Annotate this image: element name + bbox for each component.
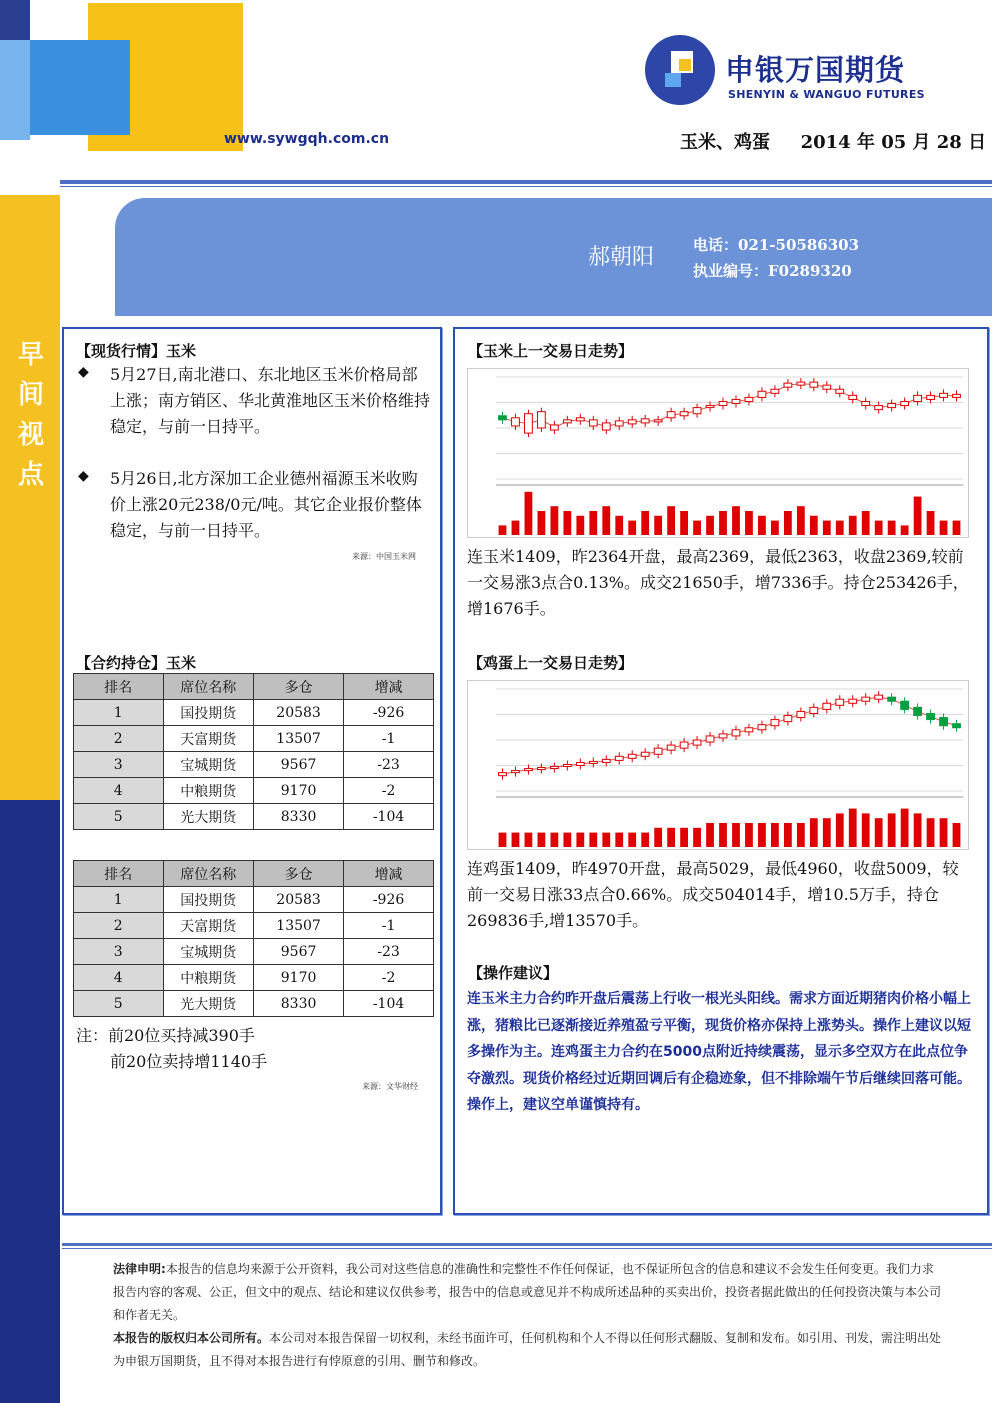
spot-text-2: 5月26日,北方深加工企业德州福源玉米收购价上涨20元238/0元/吨。其它企业报价整体稳定，与前一日持平。 <box>110 469 422 540</box>
change-cell: -2 <box>344 965 434 991</box>
volume-bar <box>550 833 558 847</box>
volume-bar <box>719 823 727 847</box>
volume-bar <box>680 828 688 847</box>
candle-body <box>563 764 571 766</box>
candle-body <box>797 382 805 385</box>
egg-candlestick-chart <box>467 680 969 850</box>
rank-cell: 3 <box>74 939 164 965</box>
volume-bar <box>563 511 571 535</box>
col-rank: 排名 <box>74 674 164 700</box>
candle-body <box>706 736 714 742</box>
position-cell: 9170 <box>254 965 344 991</box>
seat-cell: 宝城期货 <box>163 752 254 778</box>
volume-bar <box>628 833 636 847</box>
candle-body <box>719 734 727 738</box>
spot-title: 【现货行情】玉米 <box>76 342 197 360</box>
candle-body <box>758 725 766 730</box>
seat-cell: 天富期货 <box>163 726 254 752</box>
volume-bar <box>836 521 844 535</box>
change-cell: -1 <box>344 726 434 752</box>
footer-rule <box>62 1243 992 1246</box>
candle-body <box>745 397 753 401</box>
volume-bar <box>914 497 922 535</box>
position-cell: 9567 <box>254 752 344 778</box>
volume-bar <box>758 823 766 847</box>
candle-body <box>628 754 636 758</box>
candle-body <box>901 701 909 709</box>
candle-body <box>953 394 961 397</box>
seat-cell: 光大期货 <box>163 804 254 830</box>
col-change: 增减 <box>344 861 434 887</box>
report-title-date <box>680 128 986 154</box>
volume-bar <box>797 823 805 847</box>
table-row <box>74 804 434 830</box>
candle-body <box>550 767 558 769</box>
table-row <box>74 700 434 726</box>
volume-bar <box>628 521 636 535</box>
candle-body <box>784 383 792 387</box>
position-note-2: 前20位卖持增1140手 <box>110 1052 268 1071</box>
author-contact <box>693 232 859 284</box>
volume-bar <box>888 813 896 847</box>
candle-body <box>927 713 935 719</box>
volume-bar <box>538 511 546 535</box>
rank-cell: 4 <box>74 778 164 804</box>
volume-bar <box>732 506 740 535</box>
website-link[interactable]: www.sywgqh.com.cn <box>224 131 390 147</box>
rank-cell: 2 <box>74 913 164 939</box>
candle-body <box>823 703 831 709</box>
company-name-en: SHENYIN & WANGUO FUTURES <box>728 88 925 101</box>
volume-bar <box>862 813 870 847</box>
volume-bar <box>823 818 831 847</box>
volume-bar <box>927 818 935 847</box>
rank-cell: 5 <box>74 804 164 830</box>
volume-bar <box>849 516 857 535</box>
header-decoration-dark <box>0 0 30 40</box>
position-cell: 9567 <box>254 939 344 965</box>
position-cell: 13507 <box>254 726 344 752</box>
legal-text-1: 本报告的信息均来源于公开资料，我公司对这些信息的准确性和完整性不作任何保证，也不保证所包含的信息和建议不会发生任何变更。我们力求报告内容的客观、公正，但文中的观点、结论和建议仅供参考，报告中的信息或意见并不构成所述品种的买卖出价，投资者据此做出的任何投资决策与本公司和作者无关。 <box>113 1262 942 1322</box>
company-logo-icon <box>645 35 715 105</box>
egg-chart-svg <box>468 681 968 849</box>
author-license: 执业编号：F0289320 <box>693 262 852 280</box>
sidebar-label: 早间视点 <box>17 340 44 490</box>
volume-bar <box>641 511 649 535</box>
author-band <box>115 198 992 316</box>
sidebar-lower <box>0 800 60 1403</box>
candle-body <box>525 414 533 433</box>
volume-bar <box>745 823 753 847</box>
long-position-table <box>73 673 434 830</box>
position-cell: 20583 <box>254 887 344 913</box>
candle-body <box>914 707 922 715</box>
volume-bar <box>615 516 623 535</box>
volume-bar <box>654 516 662 535</box>
candle-body <box>953 724 961 728</box>
seat-cell: 中粮期货 <box>163 778 254 804</box>
candle-body <box>875 406 883 410</box>
candle-body <box>563 420 571 423</box>
candle-body <box>589 420 597 426</box>
volume-bar <box>602 506 610 535</box>
legal-label-1: 法律申明: <box>113 1262 166 1276</box>
table-header-row <box>74 861 434 887</box>
footer-rule-thin <box>62 1248 992 1249</box>
ma-line <box>502 697 956 774</box>
volume-bar <box>940 818 948 847</box>
volume-bar <box>693 521 701 535</box>
volume-bar <box>953 823 961 847</box>
candle-body <box>512 771 520 773</box>
col-seat: 席位名称 <box>163 861 254 887</box>
volume-bar <box>927 511 935 535</box>
rank-cell: 5 <box>74 991 164 1017</box>
candle-body <box>914 395 922 401</box>
candle-body <box>836 699 844 705</box>
table-row <box>74 965 434 991</box>
candle-body <box>641 752 649 756</box>
volume-bar <box>823 521 831 535</box>
candle-body <box>641 419 649 423</box>
seat-cell: 天富期货 <box>163 913 254 939</box>
volume-bar <box>732 823 740 847</box>
position-cell: 9170 <box>254 778 344 804</box>
volume-bar <box>706 823 714 847</box>
candle-body <box>745 728 753 732</box>
change-cell: -2 <box>344 778 434 804</box>
seat-cell: 国投期货 <box>163 700 254 726</box>
candle-body <box>771 720 779 726</box>
candle-body <box>875 695 883 699</box>
candle-body <box>680 412 688 416</box>
volume-bar <box>525 833 533 847</box>
report-date: 2014 年 05 月 28 日 <box>800 132 987 153</box>
volume-bar <box>576 516 584 535</box>
diamond-bullet-icon: ◆ <box>78 468 89 484</box>
volume-bar <box>719 511 727 535</box>
rank-cell: 2 <box>74 726 164 752</box>
candle-body <box>901 401 909 405</box>
positions-title: 【合约持仓】玉米 <box>76 654 197 672</box>
spot-source: 来源：中国玉米网 <box>352 552 416 561</box>
table-row <box>74 913 434 939</box>
candle-body <box>810 707 818 713</box>
volume-bar <box>499 525 507 535</box>
volume-bar <box>758 516 766 535</box>
table-row <box>74 887 434 913</box>
table-row <box>74 991 434 1017</box>
volume-bar <box>576 833 584 847</box>
candle-body <box>719 401 727 405</box>
col-seat: 席位名称 <box>163 674 254 700</box>
candle-body <box>706 406 714 408</box>
candle-body <box>888 404 896 408</box>
position-cell: 13507 <box>254 913 344 939</box>
corn-chart-title: 【玉米上一交易日走势】 <box>468 342 634 360</box>
candle-body <box>849 395 857 399</box>
position-note-1: 注：前20位买持减390手 <box>76 1026 255 1045</box>
volume-bar <box>512 833 520 847</box>
candle-body <box>680 742 688 748</box>
volume-bar <box>693 828 701 847</box>
candle-body <box>550 425 558 430</box>
volume-bar <box>771 823 779 847</box>
volume-bar <box>784 823 792 847</box>
positions-source: 来源：文华财经 <box>362 1082 418 1091</box>
volume-bar <box>654 828 662 847</box>
candle-body <box>512 418 520 426</box>
candle-body <box>732 730 740 736</box>
candle-body <box>628 420 636 424</box>
rank-cell: 1 <box>74 700 164 726</box>
rank-cell: 3 <box>74 752 164 778</box>
legal-disclaimer <box>113 1258 943 1373</box>
position-cell: 8330 <box>254 991 344 1017</box>
volume-bar <box>888 521 896 535</box>
candle-body <box>615 421 623 426</box>
corn-description: 连玉米1409，昨2364开盘，最高2369，最低2363，收盘2369,较前一交易涨3点合0.13%。成交21650手，增7336手。持仓253426手，增1676手。 <box>467 547 969 618</box>
seat-cell: 宝城期货 <box>163 939 254 965</box>
volume-bar <box>914 813 922 847</box>
candle-body <box>693 740 701 745</box>
candle-body <box>499 416 507 420</box>
company-name: 申银万国期货 <box>725 53 906 87</box>
change-cell: -23 <box>344 939 434 965</box>
rank-cell: 4 <box>74 965 164 991</box>
table-row <box>74 752 434 778</box>
col-long: 多仓 <box>254 861 344 887</box>
volume-bar <box>771 521 779 535</box>
volume-bar <box>784 511 792 535</box>
rank-cell: 1 <box>74 887 164 913</box>
change-cell: -926 <box>344 887 434 913</box>
header-rule <box>60 180 992 184</box>
candle-body <box>602 423 610 430</box>
volume-bar <box>797 506 805 535</box>
sidebar-upper <box>0 195 60 800</box>
col-long: 多仓 <box>254 674 344 700</box>
change-cell: -104 <box>344 804 434 830</box>
volume-bar <box>641 833 649 847</box>
position-cell: 8330 <box>254 804 344 830</box>
table-row <box>74 939 434 965</box>
volume-bar <box>849 809 857 847</box>
table-header-row <box>74 674 434 700</box>
corn-candlestick-chart <box>467 368 969 538</box>
candle-body <box>888 697 896 701</box>
candle-body <box>576 762 584 765</box>
position-cell: 20583 <box>254 700 344 726</box>
col-rank: 排名 <box>74 861 164 887</box>
legal-text-2: 本公司对本报告保留一切权利，未经书面许可，任何机构和个人不得以任何形式翻版、复制和发布。如引用、刊发，需注明出处为申银万国期货，且不得对本报告进行有悖原意的引用、删节和修改。 <box>113 1331 942 1368</box>
table-row <box>74 726 434 752</box>
diamond-bullet-icon: ◆ <box>78 364 89 380</box>
volume-bar <box>680 511 688 535</box>
candle-body <box>589 761 597 763</box>
candle-body <box>940 393 948 397</box>
position-notes <box>76 1023 267 1075</box>
volume-bar <box>525 492 533 535</box>
seat-cell: 中粮期货 <box>163 965 254 991</box>
change-cell: -1 <box>344 913 434 939</box>
volume-bar <box>589 511 597 535</box>
author-name: 郝朝阳 <box>588 245 655 270</box>
advice-text: 连玉米主力合约昨开盘后震荡上行收一根光头阳线。需求方面近期猪肉价格小幅上涨，猪粮比已逐渐接近养殖盈亏平衡，现货价格亦保持上涨势头。操作上建议以短多操作为主。连鸡蛋主力合约在5000点附近持续震荡，显示多空双方在此点位争夺激烈。现货价格经过近期回调后有企稳迹象，但不排除端午节后继续回落可能。操作上，建议空单谨慎持有。 <box>467 991 971 1113</box>
header-rule-thin <box>60 186 992 187</box>
header-decoration-blue <box>30 40 130 135</box>
candle-body <box>538 768 546 770</box>
report-title: 玉米、鸡蛋 <box>680 132 770 153</box>
candle-body <box>784 716 792 722</box>
candle-body <box>615 756 623 760</box>
volume-bar <box>499 833 507 847</box>
spot-text-1: 5月27日,南北港口、东北地区玉米价格局部上涨；南方销区、华北黄淮地区玉米价格维持稳定，与前一日持平。 <box>110 365 431 436</box>
candle-body <box>499 773 507 776</box>
author-phone: 电话：021-50586303 <box>693 236 860 254</box>
candle-body <box>771 389 779 393</box>
volume-bar <box>589 833 597 847</box>
candle-body <box>927 395 935 399</box>
candle-body <box>810 382 818 387</box>
seat-cell: 国投期货 <box>163 887 254 913</box>
volume-bar <box>836 813 844 847</box>
volume-bar <box>667 828 675 847</box>
candle-body <box>525 769 533 771</box>
volume-bar <box>875 818 883 847</box>
volume-bar <box>745 511 753 535</box>
volume-bar <box>512 521 520 535</box>
volume-bar <box>550 506 558 535</box>
candle-body <box>940 718 948 726</box>
volume-bar <box>706 516 714 535</box>
candle-body <box>538 412 546 428</box>
volume-bar <box>615 833 623 847</box>
corn-chart-svg <box>468 369 968 537</box>
candle-body <box>862 401 870 405</box>
candle-body <box>654 748 662 754</box>
volume-bar <box>901 525 909 535</box>
volume-bar <box>602 833 610 847</box>
volume-bar <box>563 833 571 847</box>
volume-bar <box>953 521 961 535</box>
table-row <box>74 778 434 804</box>
advice-title: 【操作建议】 <box>468 964 559 982</box>
header-decoration-light <box>0 40 30 140</box>
change-cell: -23 <box>344 752 434 778</box>
change-cell: -926 <box>344 700 434 726</box>
volume-bar <box>667 506 675 535</box>
seat-cell: 光大期货 <box>163 991 254 1017</box>
volume-bar <box>862 511 870 535</box>
short-position-table <box>73 860 434 1017</box>
egg-chart-title: 【鸡蛋上一交易日走势】 <box>468 654 634 672</box>
candle-body <box>732 399 740 403</box>
candle-body <box>667 745 675 750</box>
volume-bar <box>810 818 818 847</box>
candle-body <box>602 759 610 762</box>
change-cell: -104 <box>344 991 434 1017</box>
volume-bar <box>940 521 948 535</box>
volume-bar <box>901 809 909 847</box>
legal-label-2: 本报告的版权归本公司所有。 <box>113 1331 270 1345</box>
candle-body <box>823 385 831 389</box>
candle-body <box>849 699 857 703</box>
candle-body <box>667 412 675 418</box>
candle-body <box>836 389 844 393</box>
egg-description: 连鸡蛋1409，昨4970开盘，最高5029，最低4960，收盘5009，较前一交易日涨33点合0.66%。成交504014手，增10.5万手，持仓269836手,增13570手。 <box>467 859 959 930</box>
volume-bar <box>810 516 818 535</box>
volume-bar <box>875 521 883 535</box>
col-change: 增减 <box>344 674 434 700</box>
candle-body <box>654 420 662 422</box>
candle-body <box>797 711 805 717</box>
candle-body <box>758 391 766 397</box>
volume-bar <box>538 833 546 847</box>
candle-body <box>693 408 701 414</box>
candle-body <box>576 418 584 421</box>
candle-body <box>862 697 870 701</box>
